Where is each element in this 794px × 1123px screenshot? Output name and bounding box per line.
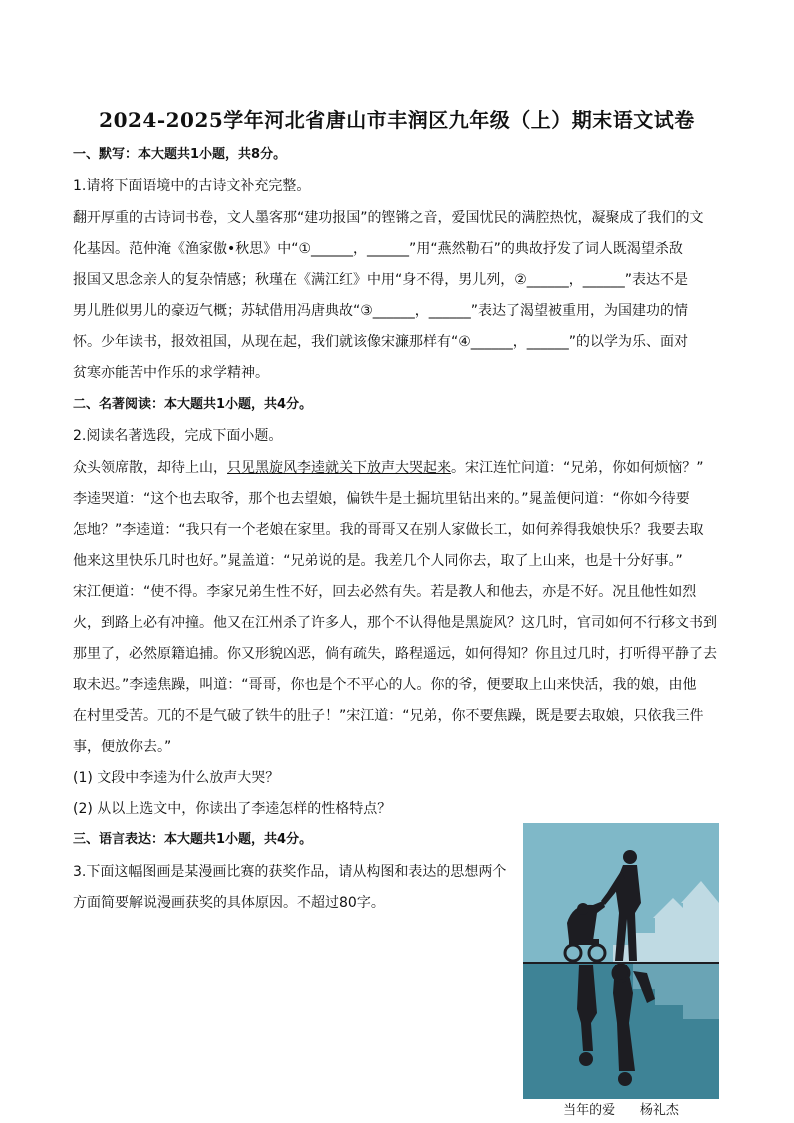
passage-text: 。宋江连忙问道：“兄弟，你如何烦恼？” xyxy=(451,460,704,476)
question-3-text-line: 3.下面这幅图画是某漫画比赛的获奖作品，请从构图和表达的思想两个 xyxy=(73,864,507,880)
section-1-heading: 一、默写：本大题共1小题，共8分。 xyxy=(73,147,287,162)
section-3-heading: 三、语言表达：本大题共1小题，共4分。 xyxy=(73,832,313,847)
passage-line: 宋江便道：“使不得。李家兄弟生性不好，回去必然有失。若是教人和他去，亦是不好。况且他性如烈 xyxy=(73,584,697,600)
question-1-text-line: 化基因。范仲淹《渔家傲•秋思》中“①______，______”用“燕然勒石”的典故抒发了词人既渴望杀敌 xyxy=(73,241,683,257)
passage-line: 在村里受苦。兀的不是气破了铁牛的肚子！”宋江道：“兄弟，你不要焦躁，既是要去取娘，只依我三件 xyxy=(73,708,704,724)
passage-line: 火，到路上必有冲撞。他又在江州杀了许多人，那个不认得他是黑旋风？这几时，官司如何不行移文书到 xyxy=(73,615,717,631)
cartoon-caption: 当年的爱 杨礼杰 xyxy=(563,1103,679,1118)
question-1-text-line: 男儿胜似男儿的豪迈气概；苏轼借用冯唐典故“③______，______”表达了渴望被重用，为国建功的情 xyxy=(73,303,689,319)
passage-line: 李逵哭道：“这个也去取爷，那个也去望娘，偏铁牛是土掘坑里钻出来的。”晁盖便问道：“你如今待要 xyxy=(73,491,690,507)
sub-question-2: (2) 从以上选文中，你读出了李逵怎样的性格特点？ xyxy=(73,801,392,817)
question-1-text-line: 报国又思念亲人的复杂情感；秋瑾在《满江红》中用“身不得，男儿列，②______，______”表达不是 xyxy=(73,272,689,288)
section-2-heading: 二、名著阅读：本大题共1小题，共4分。 xyxy=(73,397,313,412)
passage-line: 他来这里快乐几时也好。”晁盖道：“兄弟说的是。我差几个人同你去，取了上山来，也是十分好事。” xyxy=(73,553,683,569)
passage-text: 众头领席散，却待上山， xyxy=(73,460,227,476)
question-1-text-line: 贫寒亦能苦中作乐的求学精神。 xyxy=(73,365,269,381)
passage-line: 那里了，必然原籍追捕。你又形貌凶恶，倘有疏失，路程遥远，如何得知？你且过几时，打听得平静了去 xyxy=(73,646,717,662)
cartoon-svg xyxy=(523,823,719,1099)
exam-title: 2024-2025学年河北省唐山市丰润区九年级（上）期末语文试卷 xyxy=(99,108,695,132)
passage-line: 取未迟。”李逵焦躁，叫道：“哥哥，你也是个不平心的人。你的爷，便要取上山来快活，我的娘，由他 xyxy=(73,677,697,693)
question-1-text-line: 翻开厚重的古诗词书卷，文人墨客那“建功报国”的铿锵之音，爱国忧民的满腔热忱，凝聚成了我们的文 xyxy=(73,210,704,226)
passage-line: 事，便放你去。” xyxy=(73,739,172,755)
question-3-text-line: 方面简要解说漫画获奖的具体原因。不超过80字。 xyxy=(73,895,385,911)
sub-question-1: (1) 文段中李逵为什么放声大哭？ xyxy=(73,770,280,786)
passage-line: 怎地？”李逵道：“我只有一个老娘在家里。我的哥哥又在别人家做长工，如何养得我娘快乐？我要去取 xyxy=(73,522,704,538)
question-1-prompt: 1.请将下面语境中的古诗文补充完整。 xyxy=(73,178,311,194)
question-1-text-line: 怀。少年读书，报效祖国，从现在起，我们就该像宋濂那样有“④______，______”的以学为乐、面对 xyxy=(73,334,689,350)
cartoon-illustration xyxy=(523,823,719,1099)
question-2-prompt: 2.阅读名著选段，完成下面小题。 xyxy=(73,428,283,444)
passage-line xyxy=(73,458,704,478)
underlined-passage-text: 只见黑旋风李逵就关下放声大哭起来 xyxy=(227,460,451,476)
